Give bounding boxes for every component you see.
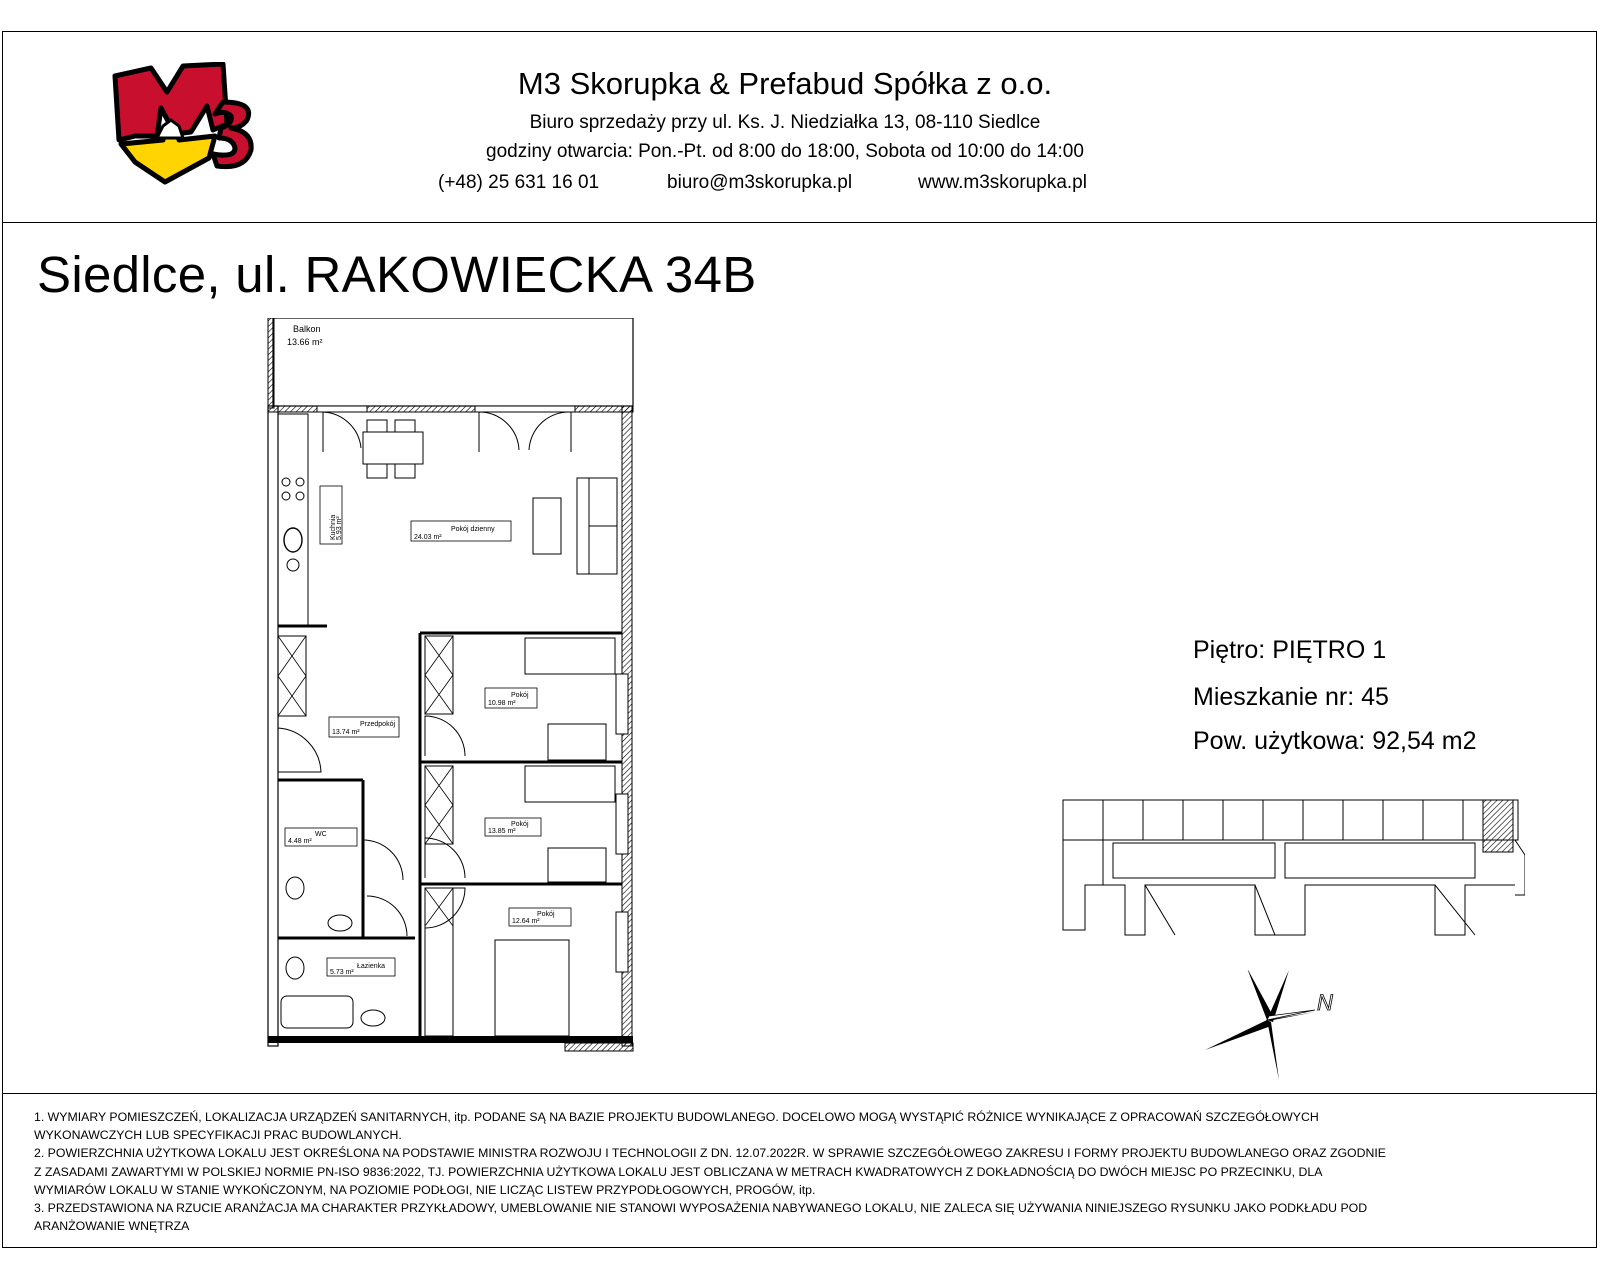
usable-area: Pow. użytkowa: 92,54 m2 — [1193, 727, 1477, 755]
balcony-label: Balkon — [293, 324, 321, 334]
kitchen-label: Kuchnia — [330, 514, 337, 540]
phone-number: (+48) 25 631 16 01 — [438, 172, 600, 193]
living-room-label: Pokój dzienny — [451, 526, 495, 533]
hall-label: Przedpokój — [360, 721, 396, 728]
note-line: WYKONAWCZYCH LUB SPECYFIKACJI PRAC BUDOWLANYCH. — [34, 1128, 402, 1143]
room3-label: Pokój — [537, 911, 555, 918]
wc-area: 4.48 m² — [288, 838, 312, 845]
living-room-area: 24.03 m² — [414, 534, 442, 541]
note-line: 2. POWIERZCHNIA UŻYTKOWA LOKALU JEST OKREŚLONA NA PODSTAWIE MINISTRA ROZWOJU I TECHNOLOGII Z DN. 12.07.2022R. W SPRAWIE SZCZEGÓŁOWEGO ZAKRESU I FORMY PROJEKTU BUDOWLANEGO ORAZ ZGODNIE — [34, 1146, 1386, 1161]
hall-area: 13.74 m² — [332, 729, 360, 736]
address-title: Siedlce, ul. RAKOWIECKA 34B — [37, 246, 757, 303]
building-key-plan — [1055, 795, 1525, 960]
note-line: WYMIARÓW LOKALU W STANIE WYKOŃCZONYM, NA POZIOMIE PODŁOGI, NIE LICZĄC LISTEW PRZYPODŁOGOWYCH, PROGÓW, itp. — [34, 1182, 816, 1197]
note-line: ARANŻOWANIE WNĘTRZA — [34, 1219, 190, 1234]
floor-plan — [265, 318, 650, 1063]
opening-hours: godziny otwarcia: Pon.-Pt. od 8:00 do 18:00, Sobota od 10:00 do 14:00 — [486, 141, 1084, 162]
sales-office-address: Biuro sprzedaży przy ul. Ks. J. Niedziałka 13, 08-110 Siedlce — [529, 112, 1041, 133]
bathroom-area: 5.73 m² — [330, 969, 354, 976]
balcony-area: 13.66 m² — [287, 337, 323, 347]
header-divider — [2, 222, 1597, 223]
compass-rose-icon — [1205, 970, 1355, 1080]
email-address: biuro@m3skorupka.pl — [667, 172, 853, 193]
balcony-outline — [273, 318, 633, 406]
room1-label: Pokój — [511, 692, 529, 699]
company-name: M3 Skorupka & Prefabud Spółka z o.o. — [517, 66, 1053, 101]
room2-area: 13.85 m² — [488, 828, 516, 835]
apartment-number: Mieszkanie nr: 45 — [1193, 683, 1389, 711]
note-line: 3. PRZEDSTAWIONA NA RZUCIE ARANŻACJA MA CHARAKTER PRZYKŁADOWY, UMEBLOWANIE NIE STANOWI WYPOSAŻENIA NABYWANEGO LOKALU, NIE ZALECA SIĘ UŻYWANIA NINIEJSZEGO RYSUNKU JAKO PODKŁADU POD — [34, 1201, 1368, 1216]
kitchen-area: 5.93 m² — [336, 516, 343, 540]
room3-area: 12.64 m² — [512, 918, 540, 925]
notes-divider — [2, 1093, 1597, 1094]
room1-area: 10.98 m² — [488, 700, 516, 707]
legal-notes — [34, 1108, 1534, 1235]
website-url: www.m3skorupka.pl — [918, 172, 1087, 193]
bathroom-label: Łazienka — [357, 963, 386, 970]
compass-north-label: N — [1317, 990, 1333, 1015]
floor-info: Piętro: PIĘTRO 1 — [1193, 636, 1387, 664]
note-line: Z ZASADAMI ZAWARTYMI W POLSKIEJ NORMIE PN-ISO 9836:2022, TJ. POWIERZCHNIA UŻYTKOWA LOKALU JEST OBLICZANA W METRACH KWADRATOWYCH Z DOKŁADNOŚCIĄ DO DWÓCH MIEJSC PO PRZECINKU, DLA — [34, 1164, 1323, 1179]
wc-label: WC — [315, 831, 327, 838]
room2-label: Pokój — [511, 821, 529, 828]
note-line: 1. WYMIARY POMIESZCZEŃ, LOKALIZACJA URZĄDZEŃ SANITARNYCH, itp. PODANE SĄ NA BAZIE PROJEKTU BUDOWLANEGO. DOCELOWO MOGĄ WYSTĄPIĆ RÓŻNICE WYNIKAJĄCE Z OPRACOWAŃ SZCZEGÓŁOWYCH — [34, 1110, 1319, 1124]
